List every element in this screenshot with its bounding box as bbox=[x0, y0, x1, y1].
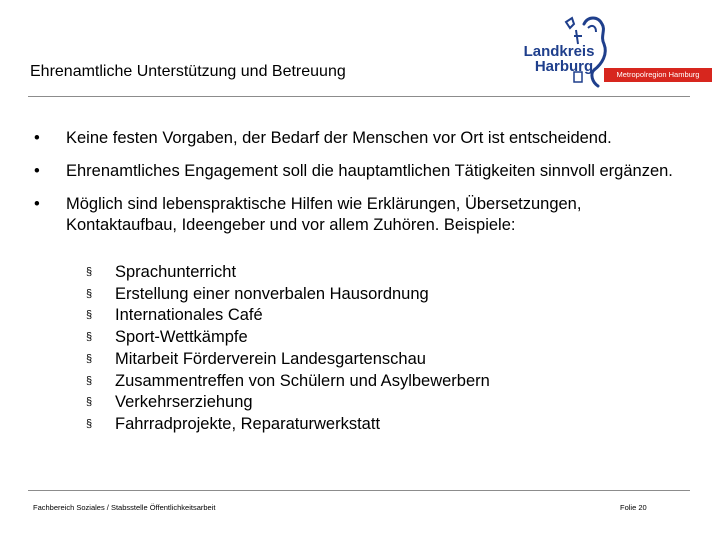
bullet-item bbox=[28, 194, 688, 236]
bullet-text: Ehrenamtliches Engagement soll die hauptamtlichen Tätigkeiten sinnvoll ergänzen. bbox=[66, 162, 673, 180]
logo-wordmark bbox=[516, 44, 602, 74]
section-sign-icon: § bbox=[86, 287, 93, 300]
title-divider bbox=[28, 96, 690, 97]
bullet-item bbox=[28, 161, 688, 182]
bullet-dot-icon: • bbox=[34, 162, 40, 180]
example-item bbox=[28, 392, 688, 414]
slide-number: Folie 20 bbox=[620, 503, 647, 512]
example-text: Verkehrserziehung bbox=[115, 393, 253, 412]
bullet-item bbox=[28, 128, 688, 149]
example-text: Sprachunterricht bbox=[115, 263, 237, 281]
example-text: Zusammentreffen von Schülern und Asylbewerbern bbox=[115, 371, 490, 390]
example-item bbox=[28, 262, 688, 284]
example-item bbox=[28, 414, 688, 436]
section-sign-icon: § bbox=[86, 266, 93, 278]
slide-title: Ehrenamtliche Unterstützung und Betreuung bbox=[30, 63, 346, 80]
section-sign-icon: § bbox=[86, 396, 93, 409]
example-text: Mitarbeit Förderverein Landesgartenschau bbox=[115, 349, 426, 368]
slide-content bbox=[28, 128, 688, 436]
section-sign-icon: § bbox=[86, 417, 93, 430]
example-item bbox=[28, 305, 688, 327]
section-sign-icon: § bbox=[86, 374, 93, 387]
example-text: Sport-Wettkämpfe bbox=[115, 328, 248, 347]
logo-line-1: Landkreis bbox=[523, 43, 595, 60]
example-text: Fahrradprojekte, Reparaturwerkstatt bbox=[115, 414, 381, 433]
examples-list bbox=[28, 262, 688, 436]
footer-divider bbox=[28, 490, 690, 491]
example-item bbox=[28, 371, 688, 393]
section-sign-icon: § bbox=[86, 352, 93, 365]
example-item bbox=[28, 327, 688, 349]
example-item bbox=[28, 349, 688, 371]
section-sign-icon: § bbox=[86, 309, 93, 322]
logo-line-2: Harburg bbox=[534, 58, 594, 75]
footer-department: Fachbereich Soziales / Stabsstelle Öffentlichkeitsarbeit bbox=[33, 503, 216, 512]
bullet-dot-icon: • bbox=[34, 129, 40, 147]
example-text: Internationales Café bbox=[115, 306, 263, 325]
metropolregion-badge: Metropolregion Hamburg bbox=[604, 68, 712, 82]
bullet-dot-icon: • bbox=[34, 195, 40, 213]
example-text: Erstellung einer nonverbalen Hausordnung bbox=[115, 284, 429, 303]
landkreis-harburg-logo bbox=[514, 14, 714, 90]
example-item bbox=[28, 284, 688, 306]
bullet-text: Möglich sind lebenspraktische Hilfen wie Erklärungen, Übersetzungen, Kontaktaufbau, Ideengeber und vor allem Zuhören. Beispiele: bbox=[66, 195, 582, 234]
bullet-text: Keine festen Vorgaben, der Bedarf der Menschen vor Ort ist entscheidend. bbox=[66, 129, 612, 147]
section-sign-icon: § bbox=[86, 331, 93, 344]
